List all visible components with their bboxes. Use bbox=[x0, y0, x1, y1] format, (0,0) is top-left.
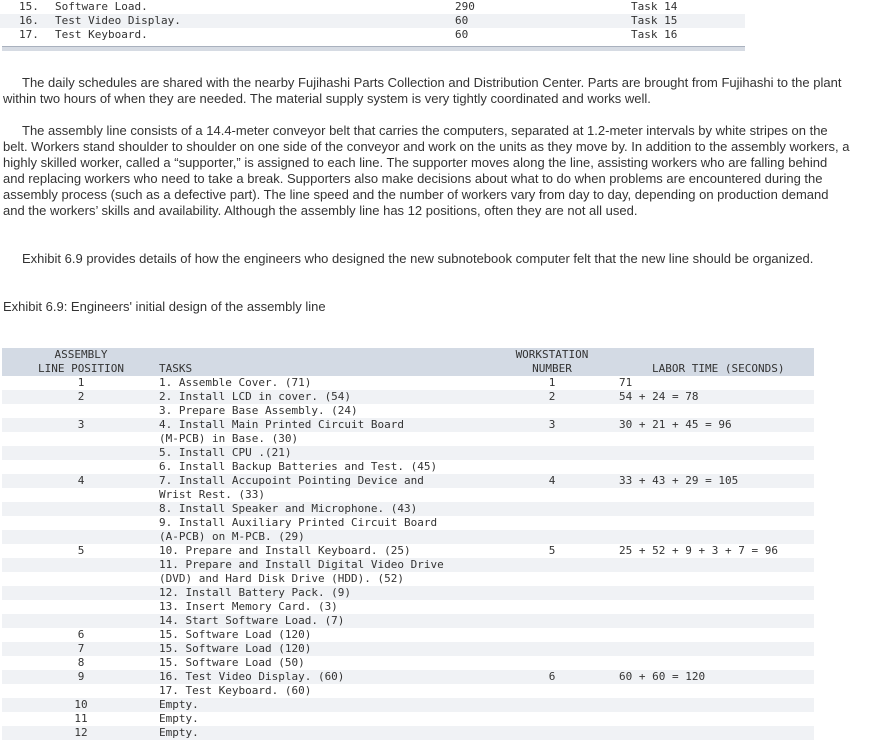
task-description: Empty. bbox=[159, 726, 199, 739]
table-row bbox=[2, 628, 814, 642]
task-description: 15. Software Load (120) bbox=[159, 642, 312, 655]
labor-time: 33 + 43 + 29 = 105 bbox=[619, 474, 739, 487]
table-row bbox=[2, 586, 814, 600]
task-number: 16. bbox=[19, 14, 39, 27]
table-row bbox=[0, 0, 745, 14]
task-description: 5. Install CPU .(21) bbox=[159, 446, 292, 459]
task-description: 15. Software Load (50) bbox=[159, 656, 305, 669]
task-description: (DVD) and Hard Disk Drive (HDD). (52) bbox=[159, 572, 405, 585]
task-predecessor: Task 16 bbox=[631, 28, 678, 41]
task-number: 15. bbox=[19, 0, 39, 13]
paragraph-exhibit-intro: Exhibit 6.9 provides details of how the engineers who designed the new subnotebook computer felt that the new line should be organized. bbox=[22, 251, 814, 266]
workstation-number: 4 bbox=[548, 474, 556, 487]
task-description: 1. Assemble Cover. (71) bbox=[159, 376, 312, 389]
table-row bbox=[2, 516, 814, 530]
table-row bbox=[2, 376, 814, 390]
labor-time: 30 + 21 + 45 = 96 bbox=[619, 418, 732, 431]
task-description: 16. Test Video Display. (60) bbox=[159, 670, 345, 683]
table-row bbox=[2, 418, 814, 432]
line-position: 11 bbox=[74, 712, 88, 725]
assembly-line-table bbox=[2, 348, 814, 740]
line-position: 4 bbox=[77, 474, 85, 487]
exhibit-caption: Exhibit 6.9: Engineers' initial design of the assembly line bbox=[3, 299, 326, 314]
line-position: 3 bbox=[77, 418, 85, 431]
table-row bbox=[2, 404, 814, 418]
line-position: 2 bbox=[77, 390, 85, 403]
table-header bbox=[2, 348, 814, 376]
paragraph-assembly-line: The assembly line consists of a 14.4-meter conveyor belt that carries the computers, separated at 1.2-meter intervals by white stripes on the belt. Workers stand shoulder to shoulder on one side of the conveyor and work on the units as they move by. In addition to the assembly workers, a highly skilled worker, called a “supporter,” is assigned to each line. The supporter moves along the line, assisting workers who are falling behind and replacing workers who need to take a break. Supporters also make decisions about what to do when problems are encountered during the assembly process (such as a defective part). The line speed and the number of workers vary from day to day, depending on production demand and the workers’ skills and availability. Although the assembly line has 12 positions, often they are not all used. bbox=[3, 123, 850, 218]
task-time: 60 bbox=[455, 14, 469, 27]
table-row bbox=[2, 642, 814, 656]
line-position: 1 bbox=[77, 376, 85, 389]
task-description: 17. Test Keyboard. (60) bbox=[159, 684, 312, 697]
labor-time: 71 bbox=[619, 376, 633, 389]
task-description: 7. Install Accupoint Pointing Device and bbox=[159, 474, 424, 487]
table-row bbox=[2, 712, 814, 726]
table-row bbox=[2, 544, 814, 558]
task-description: 2. Install LCD in cover. (54) bbox=[159, 390, 352, 403]
workstation-number: 6 bbox=[548, 670, 556, 683]
table-bottom-rule bbox=[2, 46, 745, 51]
line-position: 8 bbox=[77, 656, 85, 669]
header-tasks: TASKS bbox=[159, 362, 193, 375]
table-row bbox=[2, 698, 814, 712]
labor-time: 60 + 60 = 120 bbox=[619, 670, 706, 683]
header-workstation: WORKSTATION NUMBER bbox=[515, 348, 589, 375]
line-position: 7 bbox=[77, 642, 85, 655]
workstation-number: 1 bbox=[548, 376, 556, 389]
line-position: 10 bbox=[74, 698, 88, 711]
task-description: 4. Install Main Printed Circuit Board bbox=[159, 418, 405, 431]
line-position: 12 bbox=[74, 726, 88, 739]
task-description: 11. Prepare and Install Digital Video Drive bbox=[159, 558, 444, 571]
task-table-continuation bbox=[0, 0, 745, 42]
labor-time: 54 + 24 = 78 bbox=[619, 390, 699, 403]
header-labor-time: LABOR TIME (SECONDS) bbox=[652, 362, 785, 375]
table-row bbox=[2, 460, 814, 474]
table-row bbox=[2, 726, 814, 740]
table-row bbox=[2, 684, 814, 698]
task-description: Empty. bbox=[159, 698, 199, 711]
line-position: 5 bbox=[77, 544, 85, 557]
task-name: Test Keyboard. bbox=[55, 28, 148, 41]
task-description: 6. Install Backup Batteries and Test. (45) bbox=[159, 460, 438, 473]
table-row bbox=[2, 530, 814, 544]
task-time: 60 bbox=[455, 28, 469, 41]
task-description: 8. Install Speaker and Microphone. (43) bbox=[159, 502, 418, 515]
task-name: Software Load. bbox=[55, 0, 148, 13]
line-position: 9 bbox=[77, 670, 85, 683]
table-row bbox=[2, 600, 814, 614]
task-description: 14. Start Software Load. (7) bbox=[159, 614, 345, 627]
table-row bbox=[2, 488, 814, 502]
table-row bbox=[2, 614, 814, 628]
table-row bbox=[2, 558, 814, 572]
task-predecessor: Task 14 bbox=[631, 0, 678, 13]
task-description: Empty. bbox=[159, 712, 199, 725]
task-number: 17. bbox=[19, 28, 39, 41]
table-body bbox=[2, 376, 814, 740]
task-description: 3. Prepare Base Assembly. (24) bbox=[159, 404, 358, 417]
table-row bbox=[2, 656, 814, 670]
task-description: Wrist Rest. (33) bbox=[159, 488, 265, 501]
workstation-number: 3 bbox=[548, 418, 556, 431]
workstation-number: 5 bbox=[548, 544, 556, 557]
task-description: (A-PCB) on M-PCB. (29) bbox=[159, 530, 305, 543]
paragraph-parts-supply: The daily schedules are shared with the nearby Fujihashi Parts Collection and Distribution Center. Parts are brought from Fujihashi to the plant within two hours of when they are needed. The material supply system is very tightly coordinated and works well. bbox=[3, 75, 842, 106]
task-description: 12. Install Battery Pack. (9) bbox=[159, 586, 352, 599]
header-position: ASSEMBLY LINE POSITION bbox=[37, 348, 125, 375]
table-row bbox=[2, 670, 814, 684]
task-description: 15. Software Load (120) bbox=[159, 628, 312, 641]
labor-time: 25 + 52 + 9 + 3 + 7 = 96 bbox=[619, 544, 778, 557]
task-description: (M-PCB) in Base. (30) bbox=[159, 432, 299, 445]
task-description: 10. Prepare and Install Keyboard. (25) bbox=[159, 544, 411, 557]
table-row bbox=[0, 28, 745, 42]
table-row bbox=[2, 390, 814, 404]
task-predecessor: Task 15 bbox=[631, 14, 678, 27]
task-description: 13. Insert Memory Card. (3) bbox=[159, 600, 338, 613]
table-row bbox=[2, 446, 814, 460]
table-row bbox=[0, 14, 745, 28]
task-name: Test Video Display. bbox=[55, 14, 181, 27]
table-row bbox=[2, 432, 814, 446]
task-time: 290 bbox=[455, 0, 475, 13]
table-row bbox=[2, 474, 814, 488]
table-row bbox=[2, 502, 814, 516]
workstation-number: 2 bbox=[548, 390, 556, 403]
table-row bbox=[2, 572, 814, 586]
task-description: 9. Install Auxiliary Printed Circuit Board bbox=[159, 516, 438, 529]
line-position: 6 bbox=[77, 628, 85, 641]
